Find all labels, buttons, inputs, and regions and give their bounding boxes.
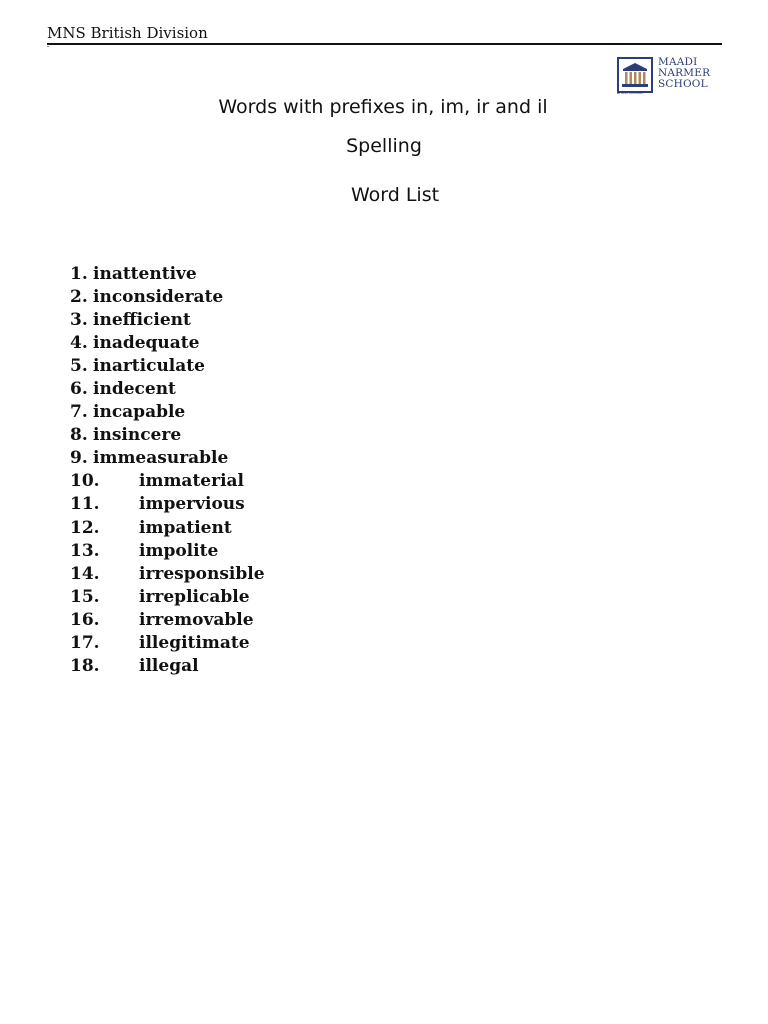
item-number: 16. bbox=[70, 609, 100, 630]
header-tick-mark bbox=[47, 46, 49, 47]
item-word: immaterial bbox=[139, 471, 245, 492]
list-item bbox=[70, 447, 265, 470]
list-item bbox=[70, 424, 265, 447]
list-item bbox=[70, 655, 265, 678]
word-list bbox=[70, 263, 265, 678]
item-word: irresponsible bbox=[139, 563, 265, 584]
item-number: 12. bbox=[70, 517, 100, 538]
list-item bbox=[70, 263, 265, 286]
item-word: incapable bbox=[93, 402, 186, 423]
list-item bbox=[70, 540, 265, 563]
item-word: inadequate bbox=[93, 333, 200, 354]
list-item bbox=[70, 378, 265, 401]
item-number: 7. bbox=[70, 402, 88, 423]
header-divider bbox=[47, 43, 722, 45]
item-number: 18. bbox=[70, 655, 100, 676]
item-number: 14. bbox=[70, 563, 100, 584]
logo-text-line-3: SCHOOL bbox=[658, 78, 708, 90]
item-word: irreplicable bbox=[139, 586, 250, 607]
item-word: illegal bbox=[139, 655, 199, 676]
list-item bbox=[70, 286, 265, 309]
logo-text-line-2: NARMER bbox=[658, 67, 711, 79]
item-number: 6. bbox=[70, 379, 88, 400]
item-word: inattentive bbox=[93, 264, 197, 284]
school-logo bbox=[617, 57, 717, 95]
list-item bbox=[70, 517, 265, 540]
list-item bbox=[70, 493, 265, 516]
list-item bbox=[70, 355, 265, 378]
list-item bbox=[70, 632, 265, 655]
item-word: insincere bbox=[93, 425, 182, 446]
list-item bbox=[70, 332, 265, 355]
item-number: 13. bbox=[70, 540, 100, 561]
section-heading: Word List bbox=[350, 184, 440, 206]
list-item bbox=[70, 309, 265, 332]
list-item bbox=[70, 609, 265, 632]
list-item bbox=[70, 470, 265, 493]
subject-heading: Spelling bbox=[346, 135, 422, 157]
item-number: 5. bbox=[70, 356, 88, 377]
item-number: 3. bbox=[70, 310, 88, 331]
item-word: immeasurable bbox=[93, 448, 229, 469]
item-word: indecent bbox=[93, 379, 176, 400]
item-number: 4. bbox=[70, 333, 88, 354]
logo-subtitle: British Division bbox=[617, 91, 644, 95]
item-number: 2. bbox=[70, 287, 88, 308]
list-item bbox=[70, 401, 265, 424]
item-word: impolite bbox=[139, 540, 219, 561]
item-word: inarticulate bbox=[93, 356, 205, 377]
item-number: 9. bbox=[70, 448, 88, 469]
item-number: 1. bbox=[70, 264, 88, 284]
item-word: impervious bbox=[139, 494, 245, 515]
school-building-icon bbox=[617, 57, 653, 93]
item-number: 15. bbox=[70, 586, 100, 607]
item-word: illegitimate bbox=[139, 632, 250, 653]
item-word: inefficient bbox=[93, 310, 191, 331]
item-word: irremovable bbox=[139, 609, 254, 630]
list-item bbox=[70, 586, 265, 609]
item-number: 8. bbox=[70, 425, 88, 446]
item-number: 11. bbox=[70, 494, 100, 515]
item-word: impatient bbox=[139, 517, 232, 538]
logo-text-line-1: MAADI bbox=[658, 56, 698, 68]
header-organization: MNS British Division bbox=[47, 24, 208, 42]
item-word: inconsiderate bbox=[93, 287, 224, 308]
list-item bbox=[70, 563, 265, 586]
item-number: 17. bbox=[70, 632, 100, 653]
page-title: Words with prefixes in, im, ir and il bbox=[218, 96, 548, 118]
item-number: 10. bbox=[70, 471, 100, 492]
